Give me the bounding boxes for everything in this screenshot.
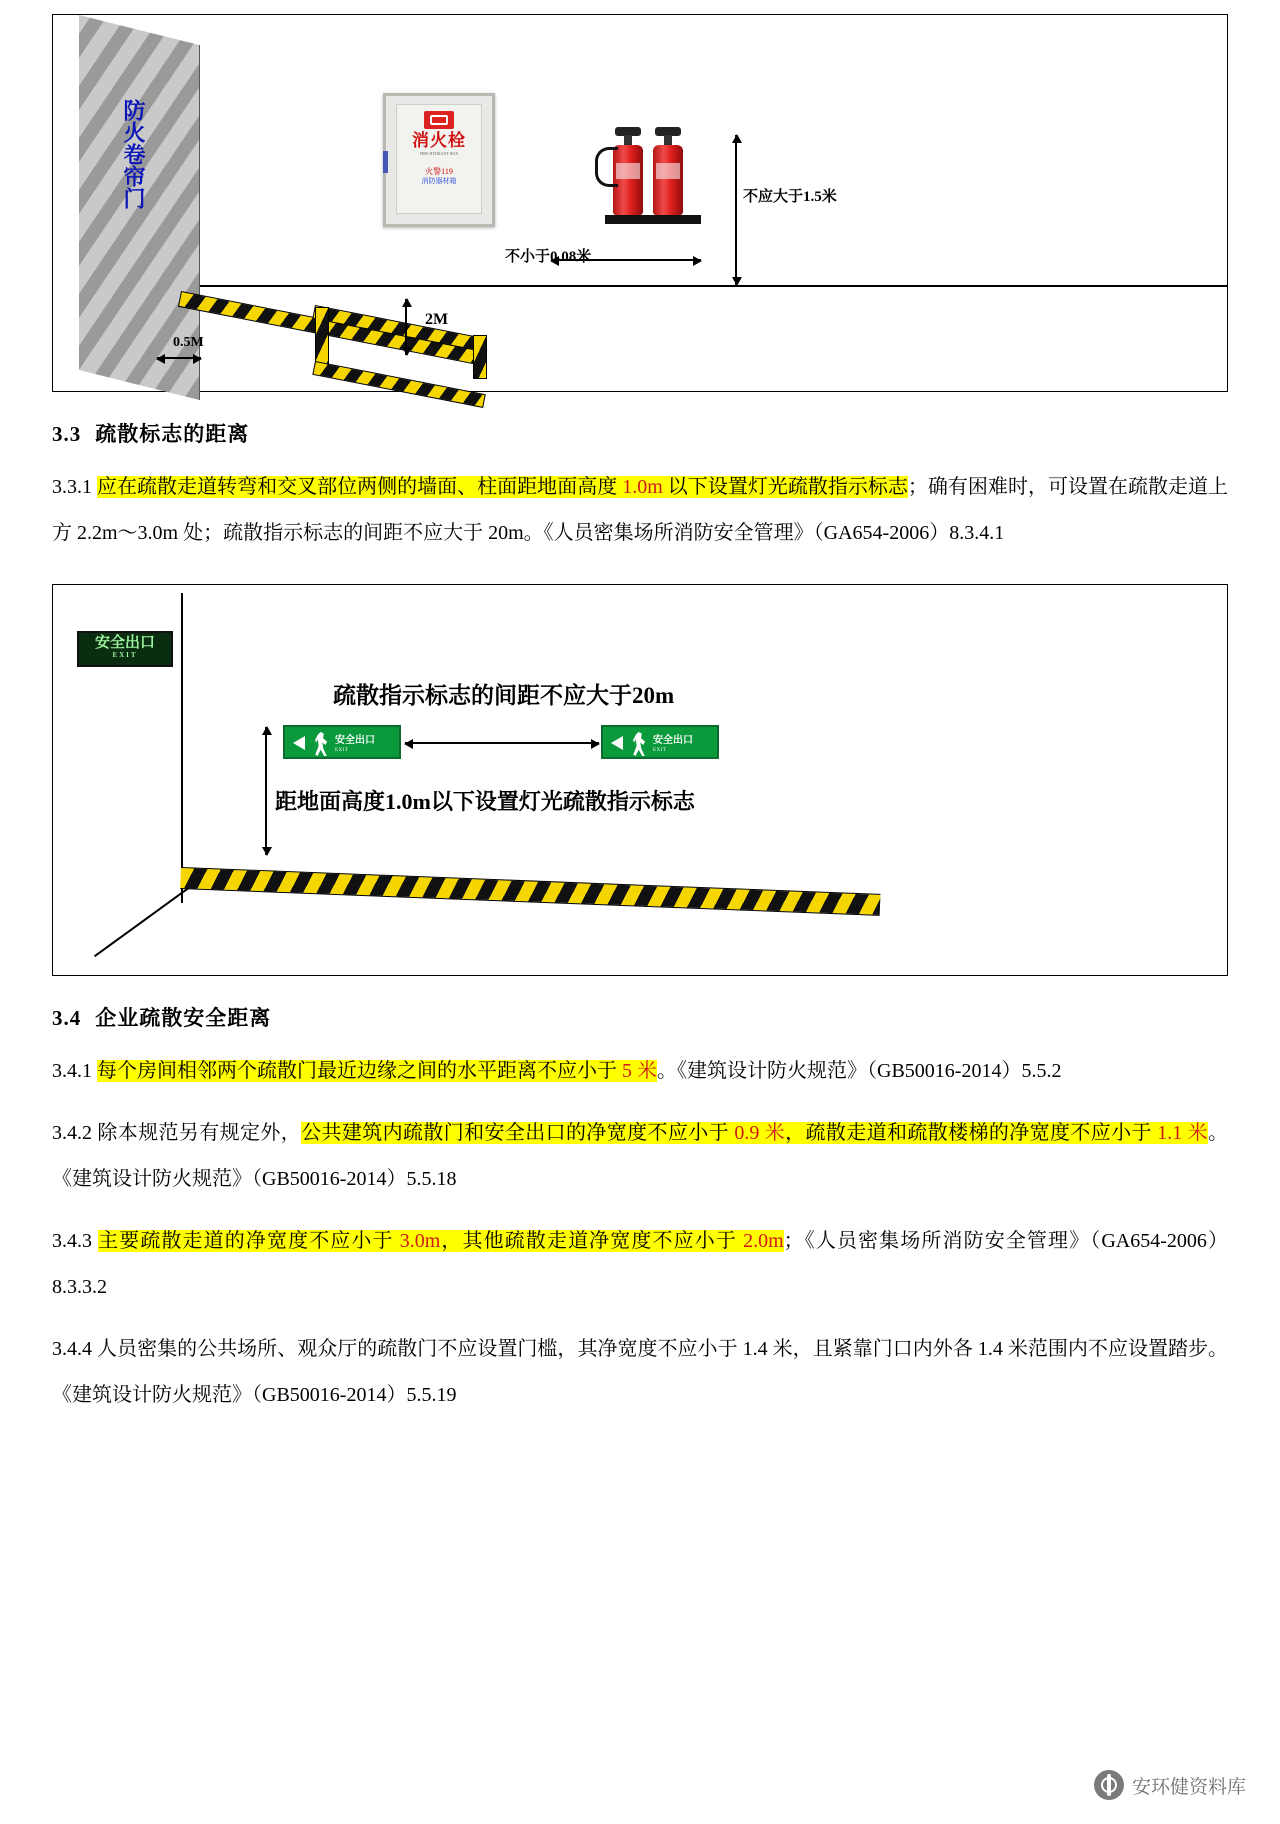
- arrow-left-icon: [611, 736, 623, 750]
- paragraph-3-4-3-hl-mid: ，其他疏散走道净宽度不应小于: [440, 1230, 744, 1252]
- directional-sign-text: 安全出口 EXIT: [653, 735, 693, 753]
- cabinet-tel: 火警119: [425, 167, 453, 176]
- paragraph-3-4-2-rest: 。《建筑设计防火规范》（GB50016-2014）5.5.18: [52, 1122, 1228, 1190]
- paragraph-3-4-4: [52, 1326, 1228, 1418]
- paragraph-3-4-3-hl-value: 3.0m: [399, 1230, 441, 1252]
- watermark-label: 安环健资料库: [1131, 1776, 1246, 1798]
- back-wall: [199, 15, 1227, 287]
- cabinet-title: 消火栓: [412, 131, 466, 150]
- hazard-stripe-box-bottom: [312, 361, 485, 408]
- box-depth-label: 2M: [425, 311, 449, 328]
- paragraph-3-3-1-hl-lead: 应在疏散走道转弯和交叉部位两侧的墙面、柱面距地面高度: [97, 476, 623, 498]
- paragraph-3-4-1-rest: 。《建筑设计防火规范》（GB50016-2014）5.5.2: [657, 1060, 1062, 1082]
- paragraph-3-4-3-number: 3.4.3: [52, 1230, 92, 1252]
- heading-3-4-number: 3.4: [52, 1006, 82, 1030]
- hazard-stripe-floor: [180, 867, 880, 916]
- heading-3-3-number: 3.3: [52, 422, 82, 446]
- paragraph-3-4-2-hl-value: 0.9 米: [734, 1122, 786, 1144]
- paragraph-3-4-3-rest: ；《人员密集场所消防安全管理》（GA654-2006）8.3.3.2: [52, 1230, 1229, 1298]
- exit-sign-en: EXIT: [112, 651, 138, 659]
- paragraph-3-4-2-lead: 除本规范另有规定外，: [97, 1122, 302, 1144]
- paragraph-3-4-1-hl-lead: 每个房间相邻两个疏散门最近边缘之间的水平距离不应小于: [97, 1060, 622, 1082]
- paragraph-3-4-2-hl-mid: ，疏散走道和疏散楼梯的净宽度不应小于: [785, 1122, 1158, 1144]
- heading-3-3: [52, 418, 1280, 448]
- heading-3-4: [52, 1002, 1280, 1032]
- fire-extinguisher-icon: [613, 127, 643, 215]
- cabinet-handle: [383, 151, 388, 173]
- paragraph-3-3-1-hl-tail: 以下设置灯光疏散指示标志: [662, 476, 908, 498]
- height-dimension-line: [735, 135, 737, 285]
- document-page: [0, 14, 1280, 1824]
- mounting-height-dimension-line: [265, 727, 267, 855]
- paragraph-3-4-2-number: 3.4.2: [52, 1122, 92, 1144]
- directional-exit-sign: [283, 725, 401, 759]
- fire-hydrant-cabinet: [383, 93, 495, 227]
- paragraph-3-3-1-rest: ；确有困难时，可设置在疏散走道上方 2.2m～3.0m 处；疏散指示标志的间距不应大于 20m。《人员密集场所消防安全管理》（GA654-2006）8.3.4.1: [52, 476, 1229, 544]
- sign-spacing-dimension-line: [405, 742, 599, 744]
- box-depth-dimension-line: [405, 299, 407, 355]
- paragraph-3-4-1-hl-value: 5 米: [622, 1060, 657, 1082]
- height-limit-label: 不应大于1.5米: [743, 189, 837, 205]
- cabinet-note: 消防器材箱: [421, 177, 457, 185]
- exit-sign: [77, 631, 173, 667]
- arrow-left-icon: [293, 736, 305, 750]
- paragraph-3-4-3-hl-lead: 主要疏散走道的净宽度不应小于: [98, 1230, 400, 1252]
- paragraph-3-4-2-hl-lead: 公共建筑内疏散门和安全出口的净宽度不应小于: [301, 1122, 735, 1144]
- extinguisher-stand: [605, 215, 701, 224]
- figure-fire-equipment-clearance: [52, 14, 1228, 392]
- exit-sign-cn: 安全出口: [94, 635, 155, 651]
- directional-sign-text: 安全出口 EXIT: [335, 735, 375, 753]
- wechat-logo-icon: [1094, 1770, 1124, 1800]
- paragraph-3-4-2-hl-value2: 1.1 米: [1157, 1122, 1208, 1144]
- heading-3-3-title: 疏散标志的距离: [95, 422, 250, 446]
- paragraph-3-4-1-number: 3.4.1: [52, 1060, 92, 1082]
- paragraph-3-3-1-number: 3.3.1: [52, 476, 92, 498]
- cabinet-face: [396, 104, 482, 214]
- paragraph-3-3-1-hl-value: 1.0m: [622, 476, 663, 498]
- hazard-stripe-box-right: [473, 335, 487, 379]
- directional-exit-sign: [601, 725, 719, 759]
- fire-shutter-door-label: 防火卷帘门: [121, 99, 146, 209]
- hydrant-icon: [424, 111, 454, 129]
- paragraph-3-4-1: [52, 1048, 1228, 1094]
- watermark: [1094, 1770, 1246, 1800]
- paragraph-3-4-3: [52, 1218, 1228, 1310]
- wall-base-line: [94, 885, 192, 957]
- heading-3-4-title: 企业疏散安全距离: [95, 1006, 272, 1030]
- paragraph-3-4-3-hl-value2: 2.0m: [743, 1230, 784, 1252]
- figure-evacuation-sign-spacing: [52, 584, 1228, 976]
- paragraph-3-4-4-text: 人员密集的公共场所、观众厅的疏散门不应设置门槛，其净宽度不应小于 1.4 米，且紧靠门口内外各 1.4 米范围内不应设置踏步。《建筑设计防火规范》（GB50016-2014）5.5.19: [52, 1338, 1229, 1406]
- fire-extinguisher-icon: [653, 127, 683, 215]
- running-man-icon: [633, 732, 647, 756]
- shutter-clearance-label: 0.5M: [173, 335, 204, 350]
- paragraph-3-4-4-number: 3.4.4: [52, 1338, 92, 1360]
- paragraph-3-3-1: [52, 464, 1228, 556]
- cabinet-subtitle: FIRE HYDRANT BOX: [419, 151, 459, 156]
- running-man-icon: [315, 732, 329, 756]
- figure2-subtitle: 距地面高度1.0m以下设置灯光疏散指示标志: [275, 789, 695, 814]
- floor-clearance-label: 不小于0.08米: [505, 249, 592, 265]
- paragraph-3-4-2: [52, 1110, 1228, 1202]
- hazard-stripe-box-left: [315, 307, 329, 367]
- figure2-title: 疏散指示标志的间距不应大于20m: [333, 683, 675, 708]
- wall-corner-line: [181, 593, 183, 903]
- shutter-clearance-dimension-line: [157, 357, 201, 359]
